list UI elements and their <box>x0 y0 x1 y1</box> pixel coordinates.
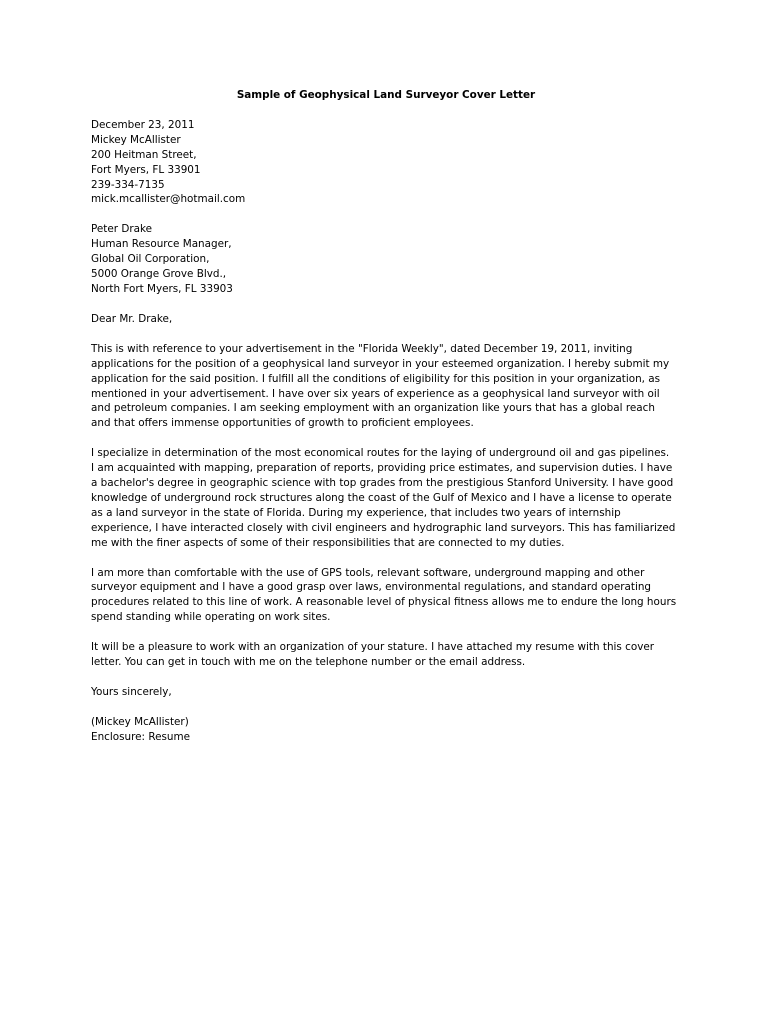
salutation-block <box>91 312 681 327</box>
sender-email: mick.mcallister@hotmail.com <box>91 193 246 206</box>
signature: (Mickey McAllister) <box>91 715 189 728</box>
recipient-company: Global Oil Corporation, <box>91 253 210 266</box>
sender-block <box>91 118 681 207</box>
paragraph-line: knowledge of underground rock structures along the coast of the Gulf of Mexico and I have a license to operate <box>91 491 672 504</box>
paragraph-line: application for the said position. I fulfill all the conditions of eligibility for this position in your organization, as <box>91 372 661 385</box>
paragraph-line: and that offers immense opportunities of growth to proficient employees. <box>91 417 474 430</box>
paragraph-line: applications for the position of a geophysical land surveyor in your esteemed organization. I hereby submit my <box>91 357 670 370</box>
body-paragraph <box>91 446 681 550</box>
sender-name: Mickey McAllister <box>91 133 181 146</box>
letter-page <box>91 88 681 760</box>
paragraph-line: and petroleum companies. I am seeking employment with an organization like yours that has a global reach <box>91 402 655 415</box>
paragraph-line: It will be a pleasure to work with an organization of your stature. I have attached my resume with this cover <box>91 641 655 654</box>
sender-street: 200 Heitman Street, <box>91 148 197 161</box>
paragraph-line: This is with reference to your advertisement in the "Florida Weekly", dated December 19, 2011, inviting <box>91 342 633 355</box>
paragraph-line: as a land surveyor in the state of Florida. During my experience, that includes two years of internship <box>91 506 621 519</box>
letter-date: December 23, 2011 <box>91 118 195 131</box>
paragraph-line: me with the finer aspects of some of their responsibilities that are connected to my duties. <box>91 536 565 549</box>
paragraph-line: I am more than comfortable with the use of GPS tools, relevant software, underground mapping and other <box>91 566 645 579</box>
recipient-name: Peter Drake <box>91 223 153 236</box>
body-paragraph <box>91 566 681 626</box>
sender-phone: 239-334-7135 <box>91 178 165 191</box>
closing-block <box>91 685 681 700</box>
sender-city: Fort Myers, FL 33901 <box>91 163 201 176</box>
paragraph-line: I am acquainted with mapping, preparation of reports, providing price estimates, and supervision duties. I have <box>91 462 673 475</box>
letter-title: Sample of Geophysical Land Surveyor Cover Letter <box>236 89 536 101</box>
paragraph-line: letter. You can get in touch with me on the telephone number or the email address. <box>91 656 526 669</box>
body-paragraph <box>91 342 681 431</box>
paragraph-line: a bachelor's degree in geographic science with top grades from the prestigious Stanford University. I have good <box>91 477 674 490</box>
paragraph-line: I specialize in determination of the most economical routes for the laying of underground oil and gas pipelines. <box>91 447 670 460</box>
salutation: Dear Mr. Drake, <box>91 312 173 325</box>
paragraph-line: surveyor equipment and I have a good grasp over laws, environmental regulations, and standard operating <box>91 581 652 594</box>
signature-block <box>91 715 681 745</box>
recipient-city: North Fort Myers, FL 33903 <box>91 282 233 295</box>
body-paragraph <box>91 640 681 670</box>
paragraph-line: spend standing while operating on work sites. <box>91 611 331 624</box>
enclosure: Enclosure: Resume <box>91 730 191 743</box>
recipient-block <box>91 222 681 297</box>
closing: Yours sincerely, <box>91 686 172 698</box>
paragraph-line: procedures related to this line of work. A reasonable level of physical fitness allows me to endure the long hours <box>91 596 677 609</box>
paragraph-line: experience, I have interacted closely with civil engineers and hydrographic land surveyors. This has familiarized <box>91 521 676 534</box>
paragraph-line: mentioned in your advertisement. I have over six years of experience as a geophysical land surveyor with oil <box>91 387 660 400</box>
recipient-street: 5000 Orange Grove Blvd., <box>91 268 227 281</box>
recipient-title: Human Resource Manager, <box>91 238 232 251</box>
